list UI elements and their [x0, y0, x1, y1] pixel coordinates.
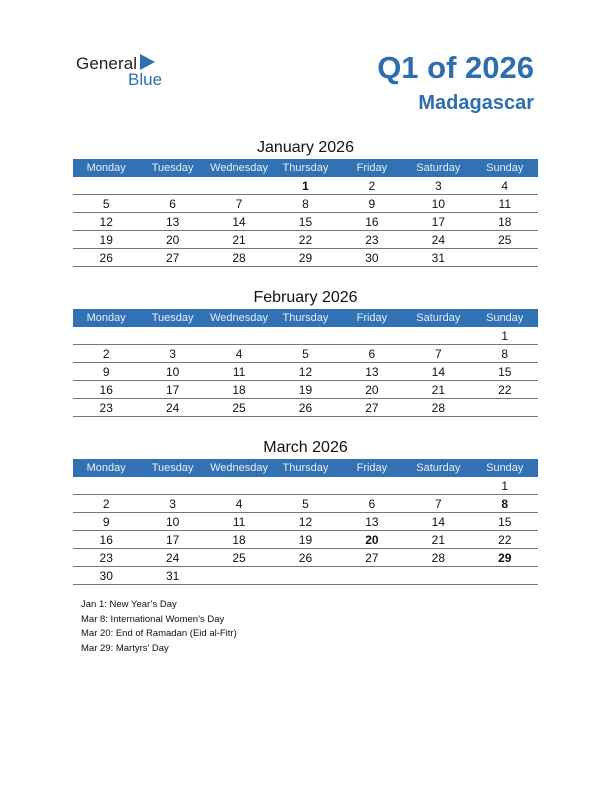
day-cell	[73, 477, 139, 495]
holiday-note: Mar 29: Martyrs’ Day	[81, 642, 169, 654]
day-cell: 19	[272, 531, 338, 549]
day-cell: 19	[73, 231, 139, 249]
day-cell: 9	[339, 195, 405, 213]
day-cell: 20	[339, 531, 405, 549]
day-cell	[405, 477, 471, 495]
day-cell	[272, 327, 338, 345]
week-row	[73, 399, 538, 417]
day-cell: 3	[139, 345, 205, 363]
weekday-header: Monday	[73, 459, 139, 477]
day-cell: 1	[472, 477, 538, 495]
day-cell: 22	[472, 531, 538, 549]
day-cell: 1	[472, 327, 538, 345]
day-cell: 24	[139, 549, 205, 567]
day-cell: 22	[472, 381, 538, 399]
weekday-header: Tuesday	[139, 459, 205, 477]
page-title: Q1 of 2026	[377, 50, 534, 85]
logo-triangle-icon	[140, 54, 155, 70]
day-cell	[405, 327, 471, 345]
day-cell: 11	[472, 195, 538, 213]
weekday-header: Sunday	[472, 159, 538, 177]
day-cell: 26	[272, 399, 338, 417]
weekday-header: Monday	[73, 309, 139, 327]
day-cell	[339, 477, 405, 495]
day-cell: 21	[405, 381, 471, 399]
day-cell: 23	[73, 549, 139, 567]
month-grid	[73, 159, 538, 267]
holiday-notes	[81, 598, 237, 656]
day-cell: 17	[139, 531, 205, 549]
day-cell: 25	[206, 399, 272, 417]
weekday-header: Wednesday	[206, 459, 272, 477]
holiday-note: Mar 8: International Women’s Day	[81, 613, 225, 625]
day-cell: 17	[139, 381, 205, 399]
day-cell: 10	[139, 513, 205, 531]
day-cell: 23	[73, 399, 139, 417]
week-row	[73, 549, 538, 567]
month-title: January 2026	[257, 139, 354, 156]
day-cell: 9	[73, 363, 139, 381]
day-cell: 20	[139, 231, 205, 249]
day-cell: 4	[206, 345, 272, 363]
week-row	[73, 231, 538, 249]
day-cell: 8	[472, 495, 538, 513]
week-row	[73, 177, 538, 195]
weekday-header: Thursday	[272, 309, 338, 327]
day-cell: 1	[272, 177, 338, 195]
day-cell	[472, 249, 538, 267]
day-cell: 20	[339, 381, 405, 399]
day-cell: 18	[472, 213, 538, 231]
day-cell	[73, 177, 139, 195]
day-cell	[472, 567, 538, 585]
day-cell: 18	[206, 531, 272, 549]
day-cell: 24	[405, 231, 471, 249]
day-cell: 27	[339, 399, 405, 417]
day-cell: 12	[73, 213, 139, 231]
day-cell: 9	[73, 513, 139, 531]
weekday-header: Saturday	[405, 159, 471, 177]
weekday-header-row	[73, 459, 538, 477]
day-cell: 21	[405, 531, 471, 549]
weekday-header: Friday	[339, 309, 405, 327]
day-cell	[339, 567, 405, 585]
day-cell: 14	[206, 213, 272, 231]
month-grid	[73, 459, 538, 585]
day-cell	[139, 177, 205, 195]
month-title: March 2026	[263, 439, 348, 456]
week-row	[73, 567, 538, 585]
day-cell: 16	[339, 213, 405, 231]
day-cell: 12	[272, 363, 338, 381]
weekday-header-row	[73, 159, 538, 177]
day-cell: 26	[272, 549, 338, 567]
day-cell: 10	[405, 195, 471, 213]
weekday-header: Saturday	[405, 459, 471, 477]
day-cell: 23	[339, 231, 405, 249]
day-cell	[206, 567, 272, 585]
day-cell	[206, 177, 272, 195]
month-calendar	[73, 437, 538, 585]
day-cell: 19	[272, 381, 338, 399]
day-cell: 10	[139, 363, 205, 381]
day-cell: 30	[339, 249, 405, 267]
day-cell: 6	[139, 195, 205, 213]
week-row	[73, 249, 538, 267]
month-grid	[73, 309, 538, 417]
day-cell	[139, 327, 205, 345]
weekday-header: Friday	[339, 159, 405, 177]
day-cell: 18	[206, 381, 272, 399]
week-row	[73, 495, 538, 513]
day-cell: 24	[139, 399, 205, 417]
day-cell: 6	[339, 345, 405, 363]
day-cell: 15	[272, 213, 338, 231]
day-cell: 7	[405, 495, 471, 513]
week-row	[73, 381, 538, 399]
week-row	[73, 513, 538, 531]
day-cell: 5	[272, 345, 338, 363]
day-cell: 12	[272, 513, 338, 531]
day-cell	[272, 567, 338, 585]
day-cell: 31	[405, 249, 471, 267]
day-cell	[139, 477, 205, 495]
day-cell: 2	[73, 495, 139, 513]
weekday-header: Wednesday	[206, 309, 272, 327]
day-cell: 26	[73, 249, 139, 267]
generalblue-logo	[76, 52, 186, 92]
day-cell: 14	[405, 513, 471, 531]
day-cell: 29	[472, 549, 538, 567]
day-cell: 3	[139, 495, 205, 513]
month-title: February 2026	[253, 289, 358, 306]
day-cell: 28	[206, 249, 272, 267]
week-row	[73, 363, 538, 381]
day-cell: 21	[206, 231, 272, 249]
holiday-note: Mar 20: End of Ramadan (Eid al-Fitr)	[81, 628, 237, 639]
day-cell: 29	[272, 249, 338, 267]
logo-text-blue: Blue	[128, 70, 163, 89]
day-cell: 16	[73, 381, 139, 399]
weekday-header: Thursday	[272, 159, 338, 177]
month-calendar	[73, 287, 538, 417]
country-name: Madagascar	[418, 92, 534, 114]
weekday-header: Sunday	[472, 459, 538, 477]
week-row	[73, 531, 538, 549]
day-cell: 8	[472, 345, 538, 363]
day-cell	[472, 399, 538, 417]
day-cell: 4	[472, 177, 538, 195]
day-cell: 15	[472, 363, 538, 381]
holiday-note: Jan 1: New Year’s Day	[81, 599, 177, 610]
weekday-header: Monday	[73, 159, 139, 177]
day-cell	[339, 327, 405, 345]
day-cell: 28	[405, 549, 471, 567]
day-cell: 28	[405, 399, 471, 417]
weekday-header: Thursday	[272, 459, 338, 477]
day-cell	[405, 567, 471, 585]
day-cell: 2	[73, 345, 139, 363]
day-cell: 4	[206, 495, 272, 513]
week-row	[73, 195, 538, 213]
day-cell	[206, 327, 272, 345]
day-cell: 3	[405, 177, 471, 195]
day-cell: 30	[73, 567, 139, 585]
day-cell: 13	[139, 213, 205, 231]
day-cell: 17	[405, 213, 471, 231]
day-cell: 27	[339, 549, 405, 567]
weekday-header: Tuesday	[139, 309, 205, 327]
day-cell: 13	[339, 513, 405, 531]
day-cell: 7	[206, 195, 272, 213]
day-cell: 11	[206, 363, 272, 381]
weekday-header: Sunday	[472, 309, 538, 327]
day-cell: 2	[339, 177, 405, 195]
day-cell: 15	[472, 513, 538, 531]
week-row	[73, 213, 538, 231]
weekday-header: Tuesday	[139, 159, 205, 177]
day-cell	[206, 477, 272, 495]
day-cell: 25	[206, 549, 272, 567]
day-cell: 7	[405, 345, 471, 363]
weekday-header-row	[73, 309, 538, 327]
day-cell: 5	[272, 495, 338, 513]
weekday-header: Friday	[339, 459, 405, 477]
week-row	[73, 327, 538, 345]
month-calendar	[73, 137, 538, 267]
day-cell: 14	[405, 363, 471, 381]
logo-text-general: General	[76, 54, 138, 73]
day-cell: 11	[206, 513, 272, 531]
day-cell	[73, 327, 139, 345]
weekday-header: Wednesday	[206, 159, 272, 177]
day-cell: 22	[272, 231, 338, 249]
day-cell: 27	[139, 249, 205, 267]
day-cell: 31	[139, 567, 205, 585]
day-cell: 16	[73, 531, 139, 549]
weekday-header: Saturday	[405, 309, 471, 327]
day-cell	[272, 477, 338, 495]
day-cell: 13	[339, 363, 405, 381]
week-row	[73, 345, 538, 363]
day-cell: 8	[272, 195, 338, 213]
day-cell: 6	[339, 495, 405, 513]
week-row	[73, 477, 538, 495]
day-cell: 25	[472, 231, 538, 249]
day-cell: 5	[73, 195, 139, 213]
